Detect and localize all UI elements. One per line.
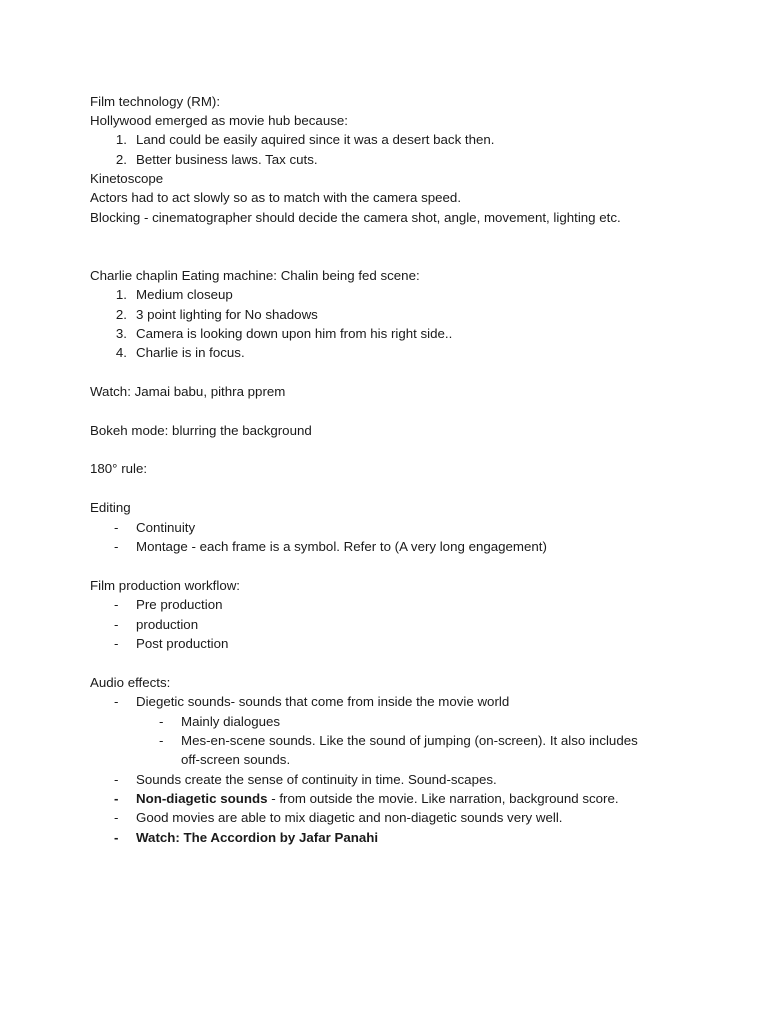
list-marker: 1.	[115, 132, 127, 147]
chaplin-heading: Charlie chaplin Eating machine: Chalin being fed scene:	[90, 268, 420, 283]
bokeh-line: Bokeh mode: blurring the background	[90, 423, 312, 438]
list-item-continuation: off-screen sounds.	[181, 752, 291, 767]
list-item: Good movies are able to mix diagetic and non-diagetic sounds very well.	[136, 810, 563, 825]
list-item: Charlie is in focus.	[136, 345, 245, 360]
non-diegetic-desc: - from outside the movie. Like narration, background score.	[267, 791, 619, 806]
list-item: Land could be easily aquired since it was a desert back then.	[136, 132, 495, 147]
bullet-dash: -	[114, 810, 119, 825]
list-item: Camera is looking down upon him from his right side..	[136, 326, 453, 341]
bullet-dash: -	[114, 772, 119, 787]
rule-180-line: 180° rule:	[90, 461, 148, 476]
list-marker: 1.	[115, 287, 127, 302]
list-item: Sounds create the sense of continuity in time. Sound-scapes.	[136, 772, 497, 787]
bullet-dash: -	[114, 636, 119, 651]
list-marker: 2.	[115, 307, 127, 322]
list-item: Mes-en-scene sounds. Like the sound of jumping (on-screen). It also includes	[181, 733, 638, 748]
bullet-dash: -	[114, 597, 119, 612]
list-marker: 4.	[115, 345, 127, 360]
bullet-dash: -	[114, 791, 119, 806]
bullet-dash: -	[114, 520, 119, 535]
non-diegetic-term: Non-diagetic sounds	[136, 791, 268, 806]
list-item	[136, 830, 378, 846]
bullet-dash: -	[114, 617, 119, 632]
workflow-heading: Film production workflow:	[90, 578, 241, 593]
list-item: Diegetic sounds- sounds that come from inside the movie world	[136, 694, 510, 709]
watch-line: Watch: Jamai babu, pithra pprem	[90, 384, 286, 399]
list-item: Mainly dialogues	[181, 714, 281, 729]
blocking-line: Blocking - cinematographer should decide the camera shot, angle, movement, lighting etc.	[90, 210, 621, 225]
bullet-dash: -	[114, 694, 119, 709]
list-item: production	[136, 617, 199, 632]
kinetoscope-line: Kinetoscope	[90, 171, 164, 186]
hollywood-intro: Hollywood emerged as movie hub because:	[90, 113, 348, 128]
audio-heading: Audio effects:	[90, 675, 171, 690]
bullet-dash: -	[114, 830, 119, 845]
list-item: Continuity	[136, 520, 196, 535]
actors-line: Actors had to act slowly so as to match with the camera speed.	[90, 190, 462, 205]
list-item: 3 point lighting for No shadows	[136, 307, 318, 322]
bullet-dash: -	[114, 539, 119, 554]
list-item	[136, 791, 619, 807]
list-item: Post production	[136, 636, 229, 651]
list-marker: 3.	[115, 326, 127, 341]
list-item: Better business laws. Tax cuts.	[136, 152, 318, 167]
section-title: Film technology (RM):	[90, 94, 221, 109]
bullet-dash: -	[159, 714, 164, 729]
list-item: Pre production	[136, 597, 223, 612]
list-item: Medium closeup	[136, 287, 233, 302]
bullet-dash: -	[159, 733, 164, 748]
list-marker: 2.	[115, 152, 127, 167]
editing-heading: Editing	[90, 500, 131, 515]
watch-accordion: Watch: The Accordion by Jafar Panahi	[136, 830, 379, 845]
list-item: Montage - each frame is a symbol. Refer to (A very long engagement)	[136, 539, 547, 554]
